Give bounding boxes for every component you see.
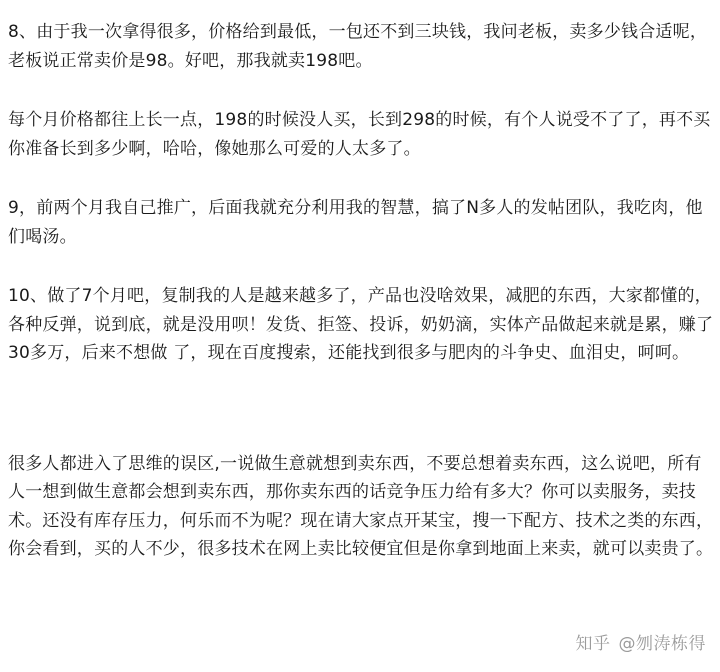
paragraph-5: 很多人都进入了思维的误区,一说做生意就想到卖东西，不要总想着卖东西，这么说吧，所有人一想到做生意都会想到卖东西，那你卖东西的话竞争压力给有多大？你可以卖服务，卖技术。还没有库存压力，何乐而不为呢？现在请大家点开某宝，搜一下配方、技术之类的东西，你会看到，买的人不少，很多技术在网上卖比较便宜但是你拿到地面上来卖，就可以卖贵了。 <box>8 453 714 559</box>
paragraph-3: 9，前两个月我自己推广，后面我就充分利用我的智慧，搞了N多人的发帖团队，我吃肉，他们喝汤。 <box>8 198 703 247</box>
paragraph-1: 8、由于我一次拿得很多，价格给到最低，一包还不到三块钱，我问老板，卖多少钱合适呢，老板说正常卖价是98。好吧，那我就卖198吧。 <box>8 22 708 71</box>
watermark-author: @刎涛栋得 <box>618 634 706 654</box>
watermark-brand: 知乎 <box>575 634 611 654</box>
article-body <box>8 18 714 564</box>
paragraph-2: 每个月价格都往上长一点，198的时候没人买，长到298的时候，有个人说受不了了，再不买你准备长到多少啊，哈哈，像她那么可爱的人太多了。 <box>8 110 711 159</box>
paragraph-4: 10、做了7个月吧，复制我的人是越来越多了，产品也没啥效果，减肥的东西，大家都懂的，各种反弹，说到底，就是没用呗！发货、拒签、投诉，奶奶滴，实体产品做起来就是累，赚了30多万，后来不想做 了，现在百度搜索，还能找到很多与肥肉的斗争史、血泪史，呵呵。 <box>8 286 714 363</box>
zhihu-watermark <box>576 629 707 654</box>
